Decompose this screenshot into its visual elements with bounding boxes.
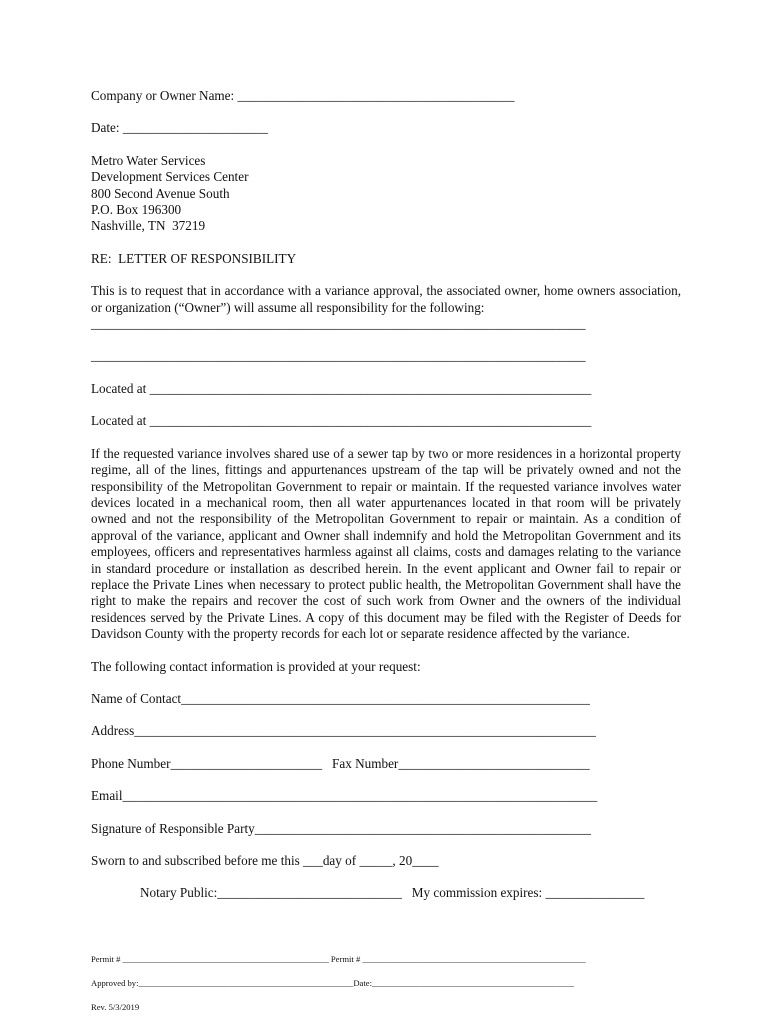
intro-paragraph: This is to request that in accordance with a variance approval, the associated owner, home owners association, or organization (“Owner”) will assume all responsibility for the following: bbox=[91, 283, 681, 315]
permit-footer-line: Permit # ________________________________________________ Permit # ____________________________________________________ bbox=[91, 954, 586, 964]
address-line: Metro Water Services bbox=[91, 152, 206, 168]
sworn-line: Sworn to and subscribed before me this ___day of _____, 20____ bbox=[91, 853, 439, 868]
date-line: Date: ______________________ bbox=[91, 120, 268, 136]
recipient-address-block bbox=[91, 153, 681, 235]
revision-label: Rev. 5/3/2019 bbox=[91, 1002, 140, 1012]
address-line: Development Services Center bbox=[91, 169, 249, 185]
email-line: Email________________________________________________________________________ bbox=[91, 788, 598, 804]
located-at-line: Located at ___________________________________________________________________ bbox=[91, 413, 592, 429]
located-at-line: Located at ___________________________________________________________________ bbox=[91, 380, 592, 396]
approved-footer-line: Approved by:__________________________________________________Date:_______________________________________________ bbox=[91, 978, 574, 988]
address-line: 800 Second Avenue South bbox=[91, 185, 230, 201]
contact-intro: The following contact information is provided at your request: bbox=[91, 658, 421, 674]
contact-address-line: Address______________________________________________________________________ bbox=[91, 723, 596, 739]
notary-line: Notary Public:____________________________ My commission expires: _______________ bbox=[140, 885, 645, 901]
address-line: Nashville, TN 37219 bbox=[91, 218, 206, 234]
address-line: P.O. Box 196300 bbox=[91, 202, 182, 218]
letter-document bbox=[91, 88, 681, 902]
re-subject-line: RE: LETTER OF RESPONSIBILITY bbox=[91, 250, 297, 266]
conditions-paragraph: If the requested variance involves shared use of a sewer tap by two or more residences in a horizontal property regime, all of the lines, fittings and appurtenances upstream of the tap will be privately owned and not the responsibility of the Metropolitan Government to repair or maintain. If the requested variance involves water devices located in a mechanical room, then all water appurtenances located in that room will be privately owned and not the responsibility of the Metropolitan Government to repair or maintain. As a condition of approval of the variance, applicant and Owner shall indemnify and hold the Metropolitan Government and its employees, officers and representatives harmless against all claims, costs and damages relating to the variance in standard procedure or installation as described herein. In the event applicant and Owner fail to repair or replace the Private Lines when necessary to protect public health, the Metropolitan Government shall have the right to make the repairs and recover the cost of such work from Owner and the owners of the individual residences served by the Private Lines. A copy of this document may be filed with the Register of Deeds for Davidson County with the property records for each lot or separate residence affected by the variance. bbox=[91, 445, 681, 642]
signature-line: Signature of Responsible Party___________________________________________________ bbox=[91, 820, 592, 836]
responsibility-blank-line: ___________________________________________________________________________ bbox=[91, 316, 586, 332]
responsibility-blank-line: ___________________________________________________________________________ bbox=[91, 348, 586, 364]
name-of-contact-line: Name of Contact______________________________________________________________ bbox=[91, 690, 590, 706]
phone-fax-line: Phone Number_______________________ Fax Number_____________________________ bbox=[91, 755, 590, 771]
company-owner-name-line: Company or Owner Name: __________________________________________ bbox=[91, 88, 515, 103]
